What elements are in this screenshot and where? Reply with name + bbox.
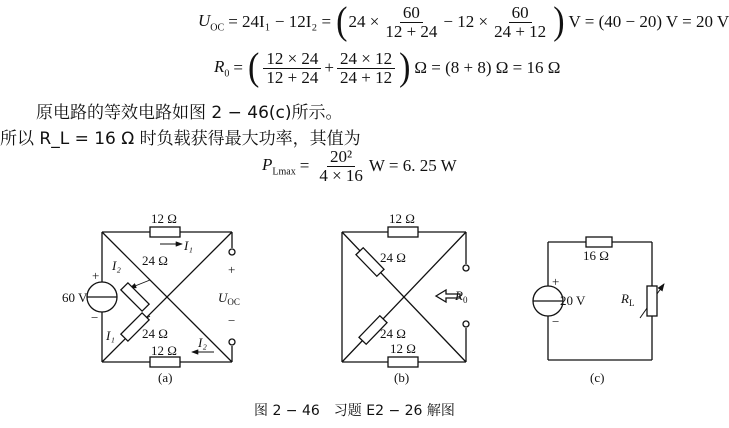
- a-label-terminal-minus: −: [228, 313, 236, 328]
- b-terminal-bottom: [463, 321, 469, 327]
- c-caption: (c): [590, 370, 605, 385]
- a-label-terminal-plus: +: [228, 262, 236, 277]
- eq1-term2-left: − 12 ×: [443, 12, 489, 32]
- b-label-r-diag2: 24 Ω: [380, 326, 406, 341]
- b-label-r-top: 12 Ω: [389, 211, 415, 226]
- eq3-tail: W = 6. 25 W: [368, 156, 457, 176]
- b-resistor-bottom: [388, 357, 418, 367]
- a-label-i2-left: I₂: [112, 258, 121, 273]
- a-label-r-top: 12 Ω: [151, 211, 177, 226]
- c-label-source: 20 V: [560, 293, 586, 308]
- a-label-i2-bottom: I₂: [198, 335, 207, 350]
- a-label-r-diag1: 24 Ω: [142, 253, 168, 268]
- a-terminal-top: [229, 249, 235, 255]
- a-label-i1-top: I₁: [184, 238, 193, 253]
- eq2-frac1: $\frac{12 \times 24}{12 + 24}$: [263, 50, 321, 87]
- a-label-minus: −: [91, 310, 99, 325]
- eq2-frac2: $\frac{24 \times 12}{24 + 12}$: [337, 50, 395, 87]
- b-label-r-bottom: 12 Ω: [390, 341, 416, 356]
- a-label-uoc: $U_{OC}$: [218, 290, 240, 307]
- b-terminal-top: [463, 265, 469, 271]
- eq1-term1-left: 24 ×: [348, 12, 380, 32]
- a-label-source: 60 V: [62, 290, 88, 305]
- b-caption: (b): [394, 370, 410, 385]
- eq2-tail: Ω = (8 + 8) Ω = 16 Ω: [414, 58, 561, 78]
- c-label-plus: +: [552, 274, 560, 289]
- c-load-resistor: [647, 286, 657, 316]
- c-resistor-top: [586, 237, 612, 247]
- eq2-lhs: $R_0$: [214, 57, 230, 80]
- eq1-tail: V = (40 − 20) V = 20 V: [568, 12, 729, 32]
- eq1-frac1: $\frac{60}{12 + 24}$: [385, 3, 438, 41]
- text-line-1: 原电路的等效电路如图 2 − 46(c)所示。: [36, 103, 343, 123]
- c-label-r-top: 16 Ω: [583, 248, 609, 263]
- text-line-2: 所以 R_L = 16 Ω 时负载获得最大功率，其值为: [0, 129, 361, 149]
- c-label-rl: $R_L$: [621, 291, 635, 308]
- a-caption: (a): [158, 370, 173, 385]
- figure-caption: 图 2 − 46 习题 E2 − 26 解图: [254, 403, 455, 419]
- equation-pmax: $P_{Lmax}$ = $\frac{\text{20²}}{4 \times 16}$ W = 6. 25 W: [262, 147, 457, 185]
- c-label-minus: −: [552, 314, 560, 329]
- b-label-r-diag1: 24 Ω: [380, 250, 406, 265]
- a-label-i1-left: I₁: [106, 328, 115, 343]
- a-label-plus: +: [92, 268, 100, 283]
- a-terminal-bottom: [229, 339, 235, 345]
- eq3-lhs: $P_{Lmax}$: [262, 155, 296, 178]
- eq1-frac2: $\frac{60}{24 + 12}$: [494, 3, 547, 41]
- eq2-plus: +: [324, 58, 334, 78]
- b-resistor-top: [388, 227, 418, 237]
- b-label-r0: $R_0$: [455, 288, 468, 305]
- a-resistor-diag1: [121, 283, 149, 311]
- eq3-frac: $\frac{\text{20²}}{4 \times 16}$: [319, 147, 363, 185]
- equation-uoc: $U_{OC}$ = 24I₁ − 12I₂ = ( 24 × $\frac{60}{12 + 24}$ − 12 × $\frac{60}{24 + 12}$ ) V = (40 − 20) V = 20 V: [198, 0, 729, 44]
- a-label-r-diag2: 24 Ω: [142, 326, 168, 341]
- a-resistor-bottom: [150, 357, 180, 367]
- a-resistor-top: [150, 227, 180, 237]
- eq1-lhs: $U_{OC}$: [198, 11, 225, 34]
- a-label-r-bottom: 12 Ω: [151, 343, 177, 358]
- equation-r0: $R_0$ = ( $\frac{12 \times 24}{12 + 24}$ + $\frac{24 \times 12}{24 + 12}$ ) Ω = (8 + 8) Ω = 16 Ω: [214, 46, 561, 90]
- eq1-expr: = 24I₁ − 12I₂ =: [228, 12, 332, 32]
